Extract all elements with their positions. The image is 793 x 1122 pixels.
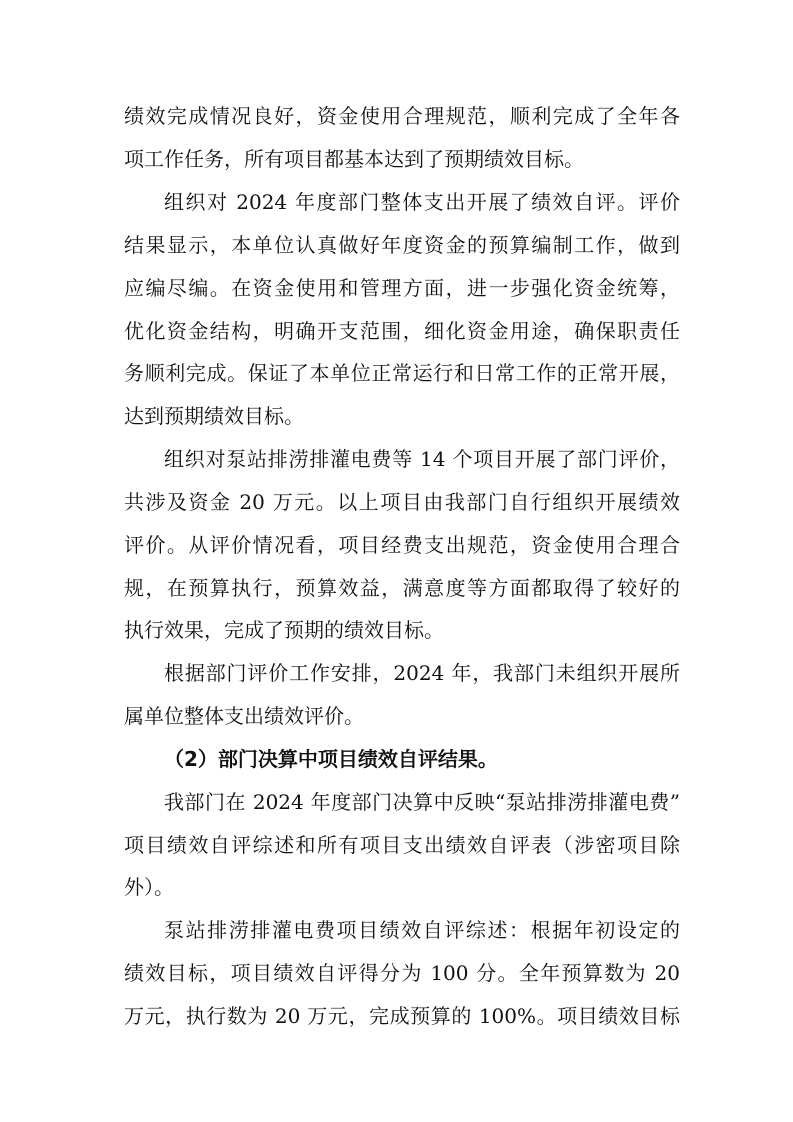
paragraph-line: 根据部门评价工作安排，2024 年，我部门未组织开展所 — [164, 661, 680, 685]
paragraph-line: 组织对泵站排涝排灌电费等 14 个项目开展了部门评价， — [164, 447, 680, 471]
paragraph-line: 绩效目标，项目绩效自评得分为 100 分。全年预算数为 20 — [124, 961, 680, 985]
paragraph-line: 规，在预算执行，预算效益，满意度等方面都取得了较好的 — [124, 576, 680, 600]
paragraph-line: 务顺利完成。保证了本单位正常运行和日常工作的正常开展， — [124, 361, 680, 385]
paragraph-line: 执行效果，完成了预期的绩效目标。 — [124, 618, 444, 642]
paragraph-line: 万元，执行数为 20 万元，完成预算的 100%。项目绩效目标 — [124, 1004, 680, 1028]
paragraph-line: 评价。从评价情况看，项目经费支出规范，资金使用合理合 — [124, 533, 680, 557]
paragraph-line: 应编尽编。在资金使用和管理方面，进一步强化资金统筹， — [124, 276, 680, 300]
paragraph-line: 项工作任务，所有项目都基本达到了预期绩效目标。 — [124, 147, 584, 171]
paragraph-line: 绩效完成情况良好，资金使用合理规范，顺利完成了全年各 — [124, 104, 680, 128]
paragraph-line: 优化资金结构，明确开支范围，细化资金用途，确保职责任 — [124, 319, 680, 343]
paragraph-line: 组织对 2024 年度部门整体支出开展了绩效自评。评价 — [164, 190, 680, 214]
paragraph-line: 达到预期绩效目标。 — [124, 404, 304, 428]
paragraph-line: 共涉及资金 20 万元。以上项目由我部门自行组织开展绩效 — [124, 490, 680, 514]
paragraph-line: 项目绩效自评综述和所有项目支出绩效自评表（涉密项目除 — [124, 833, 680, 857]
paragraph-line: 泵站排涝排灌电费项目绩效自评综述：根据年初设定的 — [164, 918, 680, 942]
paragraph-line: 结果显示，本单位认真做好年度资金的预算编制工作，做到 — [124, 233, 680, 257]
paragraph-line: 外）。 — [124, 875, 174, 899]
paragraph-line: 我部门在 2024 年度部门决算中反映“泵站排涝排灌电费” — [164, 790, 680, 814]
section-heading: （2）部门决算中项目绩效自评结果。 — [164, 747, 498, 771]
paragraph-line: 属单位整体支出绩效评价。 — [124, 704, 364, 728]
